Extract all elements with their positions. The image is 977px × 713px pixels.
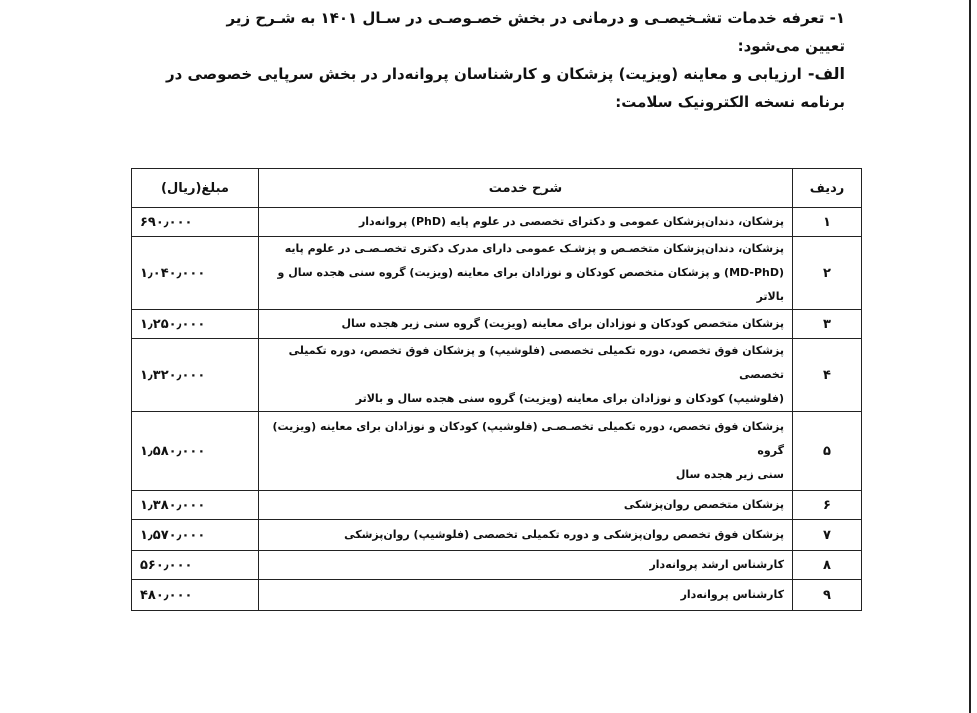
row-number: ۹ bbox=[793, 580, 862, 611]
description-line: سنی زیر هجده سال bbox=[675, 468, 784, 481]
description-line: پزشکان فوق تخصص، دوره تکمیلی تخصـصـی (فلوشیپ) کودکان و نوزادان برای معاینه (ویزیت) گروه bbox=[272, 420, 784, 457]
header-row-number: ردیف bbox=[793, 169, 862, 208]
page-edge-border bbox=[969, 0, 977, 713]
service-price: ۱٫۰۴۰٫۰۰۰ bbox=[132, 237, 259, 310]
row-number: ۵ bbox=[793, 412, 862, 491]
description-line: پزشکان، دندان‌پزشکان متخصـص و پزشـک عمومی دارای مدرک دکتری تخصـصـی در علوم پایه bbox=[284, 242, 784, 255]
heading-line-1: ۱- تعرفه خدمات تشـخیصـی و درمانی در بخش خصـوصـی در سـال ۱۴۰۱ به شـرح زیر bbox=[226, 9, 845, 27]
description-line: پزشکان فوق تخصص روان‌پزشکی و دوره تکمیلی تخصصی (فلوشیپ) روان‌پزشکی bbox=[344, 528, 784, 541]
table-row bbox=[132, 551, 862, 580]
service-price: ۱٫۵۷۰٫۰۰۰ bbox=[132, 520, 259, 551]
service-description bbox=[259, 520, 793, 551]
row-number: ۱ bbox=[793, 208, 862, 237]
service-price: ۱٫۲۵۰٫۰۰۰ bbox=[132, 310, 259, 339]
service-description bbox=[259, 412, 793, 491]
service-price: ۱٫۳۸۰٫۰۰۰ bbox=[132, 491, 259, 520]
service-price: ۵۶۰٫۰۰۰ bbox=[132, 551, 259, 580]
table-row bbox=[132, 580, 862, 611]
service-description bbox=[259, 310, 793, 339]
header-description: شرح خدمت bbox=[259, 169, 793, 208]
description-line: کارشناس پروانه‌دار bbox=[680, 588, 784, 601]
header-price: مبلغ(ریال) bbox=[132, 169, 259, 208]
service-price: ۴۸۰٫۰۰۰ bbox=[132, 580, 259, 611]
description-line: پزشکان، دندان‌پزشکان عمومی و دکترای تخصصی در علوم پایه (PhD) پروانه‌دار bbox=[358, 215, 784, 228]
table-row bbox=[132, 208, 862, 237]
table-row bbox=[132, 237, 862, 310]
description-line: پزشکان متخصص کودکان و نوزادان برای معاینه (ویزیت) گروه سنی زیر هجده سال bbox=[341, 317, 784, 330]
service-price: ۱٫۳۲۰٫۰۰۰ bbox=[132, 339, 259, 412]
table-row bbox=[132, 412, 862, 491]
row-number: ۶ bbox=[793, 491, 862, 520]
table-row bbox=[132, 339, 862, 412]
section-heading bbox=[125, 4, 845, 116]
description-line: (فلوشیپ) کودکان و نوزادان برای معاینه (ویزیت) گروه سنی هجده سال و بالاتر bbox=[355, 392, 784, 405]
description-line: (MD-PhD) و پزشکان متخصص کودکان و نوزادان برای معاینه (ویزیت) گروه سنی هجده سال و بالاتر bbox=[277, 266, 784, 303]
row-number: ۷ bbox=[793, 520, 862, 551]
row-number: ۴ bbox=[793, 339, 862, 412]
alef-label: الف- bbox=[807, 64, 845, 83]
description-line: پزشکان فوق تخصص، دوره تکمیلی تخصصی (فلوشیپ) و پزشکان فوق تخصص، دوره تکمیلی تخصصی bbox=[288, 344, 784, 381]
description-line: پزشکان متخصص روان‌پزشکی bbox=[623, 498, 784, 511]
service-description bbox=[259, 237, 793, 310]
table-row bbox=[132, 310, 862, 339]
heading-line-2: تعیین می‌شود: bbox=[737, 37, 845, 55]
description-line: کارشناس ارشد پروانه‌دار bbox=[649, 558, 784, 571]
service-description bbox=[259, 551, 793, 580]
service-price: ۱٫۵۸۰٫۰۰۰ bbox=[132, 412, 259, 491]
heading-line-4: برنامه نسخه الکترونیک سلامت: bbox=[615, 93, 845, 111]
row-number: ۳ bbox=[793, 310, 862, 339]
row-number: ۸ bbox=[793, 551, 862, 580]
row-number: ۲ bbox=[793, 237, 862, 310]
service-description bbox=[259, 491, 793, 520]
table-row bbox=[132, 520, 862, 551]
service-description bbox=[259, 208, 793, 237]
tariff-table bbox=[131, 168, 862, 611]
table-header-row bbox=[132, 169, 862, 208]
service-description bbox=[259, 339, 793, 412]
table-row bbox=[132, 491, 862, 520]
service-description bbox=[259, 580, 793, 611]
heading-line-3 bbox=[125, 60, 845, 88]
service-price: ۶۹۰٫۰۰۰ bbox=[132, 208, 259, 237]
heading-line-3-text: ارزیابی و معاینه (ویزیت) پزشکان و کارشناسان پروانه‌دار در بخش سرپایی خصوصی در bbox=[165, 65, 802, 83]
